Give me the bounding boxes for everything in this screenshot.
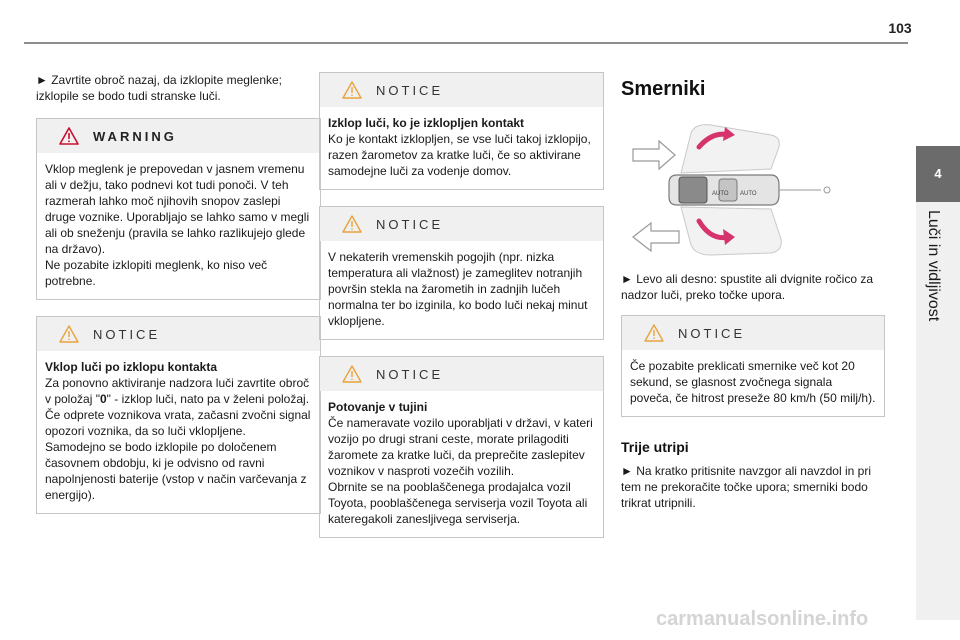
notice-triangle-icon (342, 81, 362, 99)
arrow-left-icon (633, 223, 679, 251)
notice-text-2: Obrnite se na pooblaščenega prodajalca vozil Toyota, pooblaščenega serviserja vozil Toyota ali kateregakoli zanesljivega serviserja. (328, 480, 588, 526)
notice-label: NOTICE (376, 82, 444, 98)
warning-label: WARNING (93, 128, 177, 144)
notice-triangle-icon (644, 324, 664, 342)
notice-header (320, 73, 603, 107)
arrow-right-icon (633, 141, 675, 169)
subsection-heading: Trije utripi (621, 439, 689, 455)
page-number: 103 (888, 20, 912, 36)
notice-body (622, 350, 884, 416)
footer-watermark[interactable]: carmanualsonline.info (656, 608, 869, 630)
intro-paragraph: ► Zavrtite obroč nazaj, da izklopite meglenke; izklopile se bodo tudi stranske luči. (36, 73, 282, 103)
top-divider (24, 42, 908, 44)
notice-body (320, 241, 603, 339)
notice-text-3: Samodejno se bodo izklopile po določenem časovnem obdobju, ki je odvisno od ravni napolnjenosti baterije (vstop v način varčevanja z energijo). (45, 440, 307, 502)
notice-triangle-icon (342, 365, 362, 383)
warning-body (37, 153, 320, 299)
notice-text: Če nameravate vozilo uporabljati v državi, v kateri vozijo po drugi strani ceste, morate prilagoditi žaromete za kratke luči, da preprečite zaslepitev voznikov v nasproti vozečih vozilih. (328, 416, 593, 478)
auto-label-lower: AUTO (740, 191, 757, 197)
column-right (621, 72, 885, 511)
auto-label-upper: AUTO (712, 191, 729, 197)
notice-title: Vklop luči po izklopu kontakta (45, 360, 218, 374)
warning-text: Vklop meglenk je prepovedan v jasnem vremenu ali v dežju, tako podnevi kot tudi ponoči. V teh razmerah lahko moč njihovih snopov zaslepi druge voznike. Uporabljajo se lahko samo v megli ali ob sneženju (pravila se lahko razlikujejo glede na državo). (45, 162, 310, 256)
notice-text-bold: 0 (99, 392, 107, 406)
chapter-tab[interactable] (916, 146, 960, 202)
notice-label: NOTICE (376, 366, 444, 382)
notice-label: NOTICE (93, 326, 161, 342)
notice-text-post: " - izklop luči, nato pa v želeni položaj. (106, 392, 310, 406)
warning-box (36, 118, 321, 300)
turn-signal-figure (621, 113, 881, 263)
notice-text-pre: Za ponovno aktiviranje nadzora luči zavrtite obroč v položaj " (45, 376, 310, 406)
notice-title: Potovanje v tujini (328, 400, 428, 414)
notice-label: NOTICE (376, 216, 444, 232)
warning-header (37, 119, 320, 153)
column-left (36, 72, 321, 514)
chapter-title: Luči in vidljivost (925, 210, 942, 322)
notice-box-lights-after-off (36, 316, 321, 514)
notice-text-2: Če odprete voznikova vrata, začasni zvočni signal opozori voznika, da so luči vklopljene. (45, 408, 311, 438)
notice-header (320, 357, 603, 391)
notice-label: NOTICE (678, 325, 746, 341)
notice-header (37, 317, 320, 351)
notice-triangle-icon (59, 325, 79, 343)
notice-body (37, 351, 320, 513)
section-heading: Smerniki (621, 78, 706, 100)
notice-text (45, 375, 312, 407)
notice-header (320, 207, 603, 241)
notice-box-condensation (319, 206, 604, 340)
notice-title: Izklop luči, ko je izklopljen kontakt (328, 116, 525, 130)
notice-body (320, 391, 603, 537)
subsection-paragraph: ► Na kratko pritisnite navzgor ali navzdol in pri tem ne prekoračite točke upora; smerniki bodo trikrat utripnili. (621, 464, 871, 510)
notice-text: Ko je kontakt izklopljen, se vse luči takoj izklopijo, razen žarometov za kratke luči, če so aktivirane samodejne luči za vodenje domov. (328, 132, 591, 178)
notice-text: Če pozabite preklicati smernike več kot 20 sekund, se glasnost zvočnega signala poveča, če hitrost preseže 80 km/h (50 milj/h). (630, 359, 876, 405)
notice-body (320, 107, 603, 189)
stalk-illustration (621, 113, 881, 263)
notice-box-lights-ignition-off (319, 72, 604, 190)
notice-triangle-icon (342, 215, 362, 233)
notice-header (622, 316, 884, 350)
instruction-paragraph: ► Levo ali desno: spustite ali dvignite ročico za nadzor luči, preko točke upora. (621, 272, 874, 302)
column-middle (319, 72, 604, 538)
warning-text-2: Ne pozabite izklopiti meglenk, ko niso več potrebne. (45, 258, 268, 288)
notice-box-signal-reminder (621, 315, 885, 417)
warning-triangle-icon (59, 127, 79, 145)
notice-text: V nekaterih vremenskih pogojih (npr. nizka temperatura ali vlažnost) je zameglitev notranjih površin stekla na žarometih in zadnjih lučeh normalna ter bo izginila, ko bodo luči nekaj minut vklopljene. (328, 250, 588, 328)
chapter-number: 4 (934, 166, 942, 181)
notice-box-travel-abroad (319, 356, 604, 538)
